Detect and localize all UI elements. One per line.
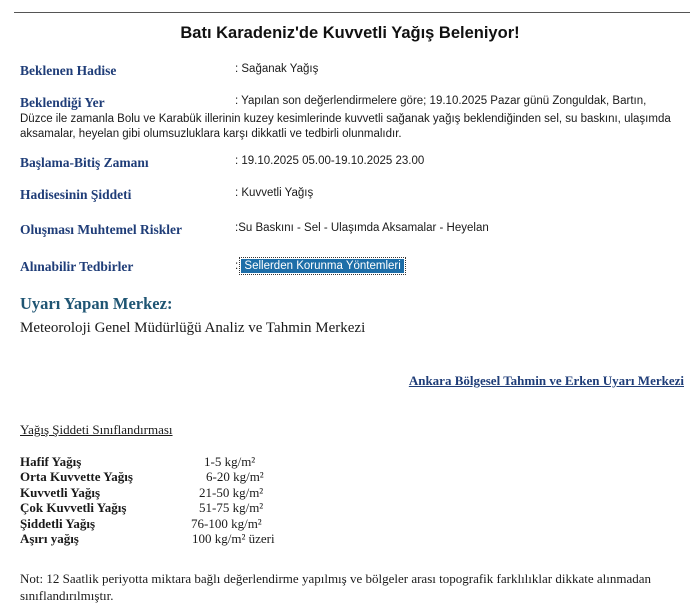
field-value: : Yapılan son değerlendirmelere göre; 19.10.2025 Pazar günü Zonguldak, Bartın, <box>235 95 647 107</box>
table-row <box>20 531 275 546</box>
field-value-continuation: Düzce ile zamanla Bolu ve Karabük illerinin kuzey kesimlerinde kuvvetli sağanak yağış beklendiğinden sel, su baskını, ulaşımda aksamalar, heyelan gibi olumsuzluklara karşı dikkatli ve tedbirli olunmalıdır. <box>20 113 671 140</box>
field-label: Oluşması Muhtemel Riskler <box>20 222 182 237</box>
class-name: Hafif Yağış <box>20 454 82 469</box>
table-row <box>20 500 275 515</box>
field-label: Beklendiği Yer <box>20 95 105 110</box>
warning-center-name: Meteoroloji Genel Müdürlüğü Analiz ve Tahmin Merkezi <box>20 320 366 336</box>
page-title: Batı Karadeniz'de Kuvvetli Yağış Beleniyor! <box>180 24 520 42</box>
field-value: : Sağanak Yağış <box>235 63 319 75</box>
regional-center-link[interactable]: Ankara Bölgesel Tahmin ve Erken Uyarı Merkezi <box>408 373 684 388</box>
classification-table <box>20 454 275 546</box>
field-label: Alınabilir Tedbirler <box>20 259 134 274</box>
class-range: 21-50 kg/m² <box>199 484 264 500</box>
field-value: :Su Baskını - Sel - Ulaşımda Aksamalar - Heyelan <box>235 222 489 234</box>
table-row <box>20 454 275 469</box>
class-range: 100 kg/m² üzeri <box>192 531 275 547</box>
field-value: : 19.10.2025 05.00-19.10.2025 23.00 <box>235 155 425 167</box>
top-divider <box>14 12 690 13</box>
field-label: Beklenen Hadise <box>20 63 117 78</box>
table-row <box>20 485 275 500</box>
field-value-wrap <box>235 259 688 273</box>
class-range: 51-75 kg/m² <box>199 500 264 516</box>
class-name: Kuvvetli Yağış <box>20 484 101 500</box>
class-range: 1-5 kg/m² <box>204 454 256 469</box>
classification-title: Yağış Şiddeti Sınıflandırması <box>20 422 173 437</box>
table-row <box>20 516 275 531</box>
class-name: Aşırı yağış <box>20 531 79 547</box>
colon: : <box>235 260 239 272</box>
class-range: 76-100 kg/m² <box>191 515 262 531</box>
precautions-link[interactable]: Sellerden Korunma Yöntemleri <box>241 259 403 273</box>
field-value: : Kuvvetli Yağış <box>235 187 314 199</box>
table-row <box>20 469 275 484</box>
warning-center-heading: Uyarı Yapan Merkez: <box>20 294 173 313</box>
class-name: Orta Kuvvette Yağış <box>20 469 133 485</box>
class-name: Çok Kuvvetli Yağış <box>20 500 127 516</box>
field-label: Hadisesinin Şiddeti <box>20 187 132 202</box>
field-label: Başlama-Bitiş Zamanı <box>20 155 149 170</box>
footnote: Not: 12 Saatlik periyotta miktara bağlı değerlendirme yapılmış ve bölgeler arası topografik farklılıklar dikkate alınmadan sınıflandırılmıştır. <box>20 571 652 603</box>
class-name: Şiddetli Yağış <box>20 515 96 531</box>
class-range: 6-20 kg/m² <box>206 469 264 485</box>
